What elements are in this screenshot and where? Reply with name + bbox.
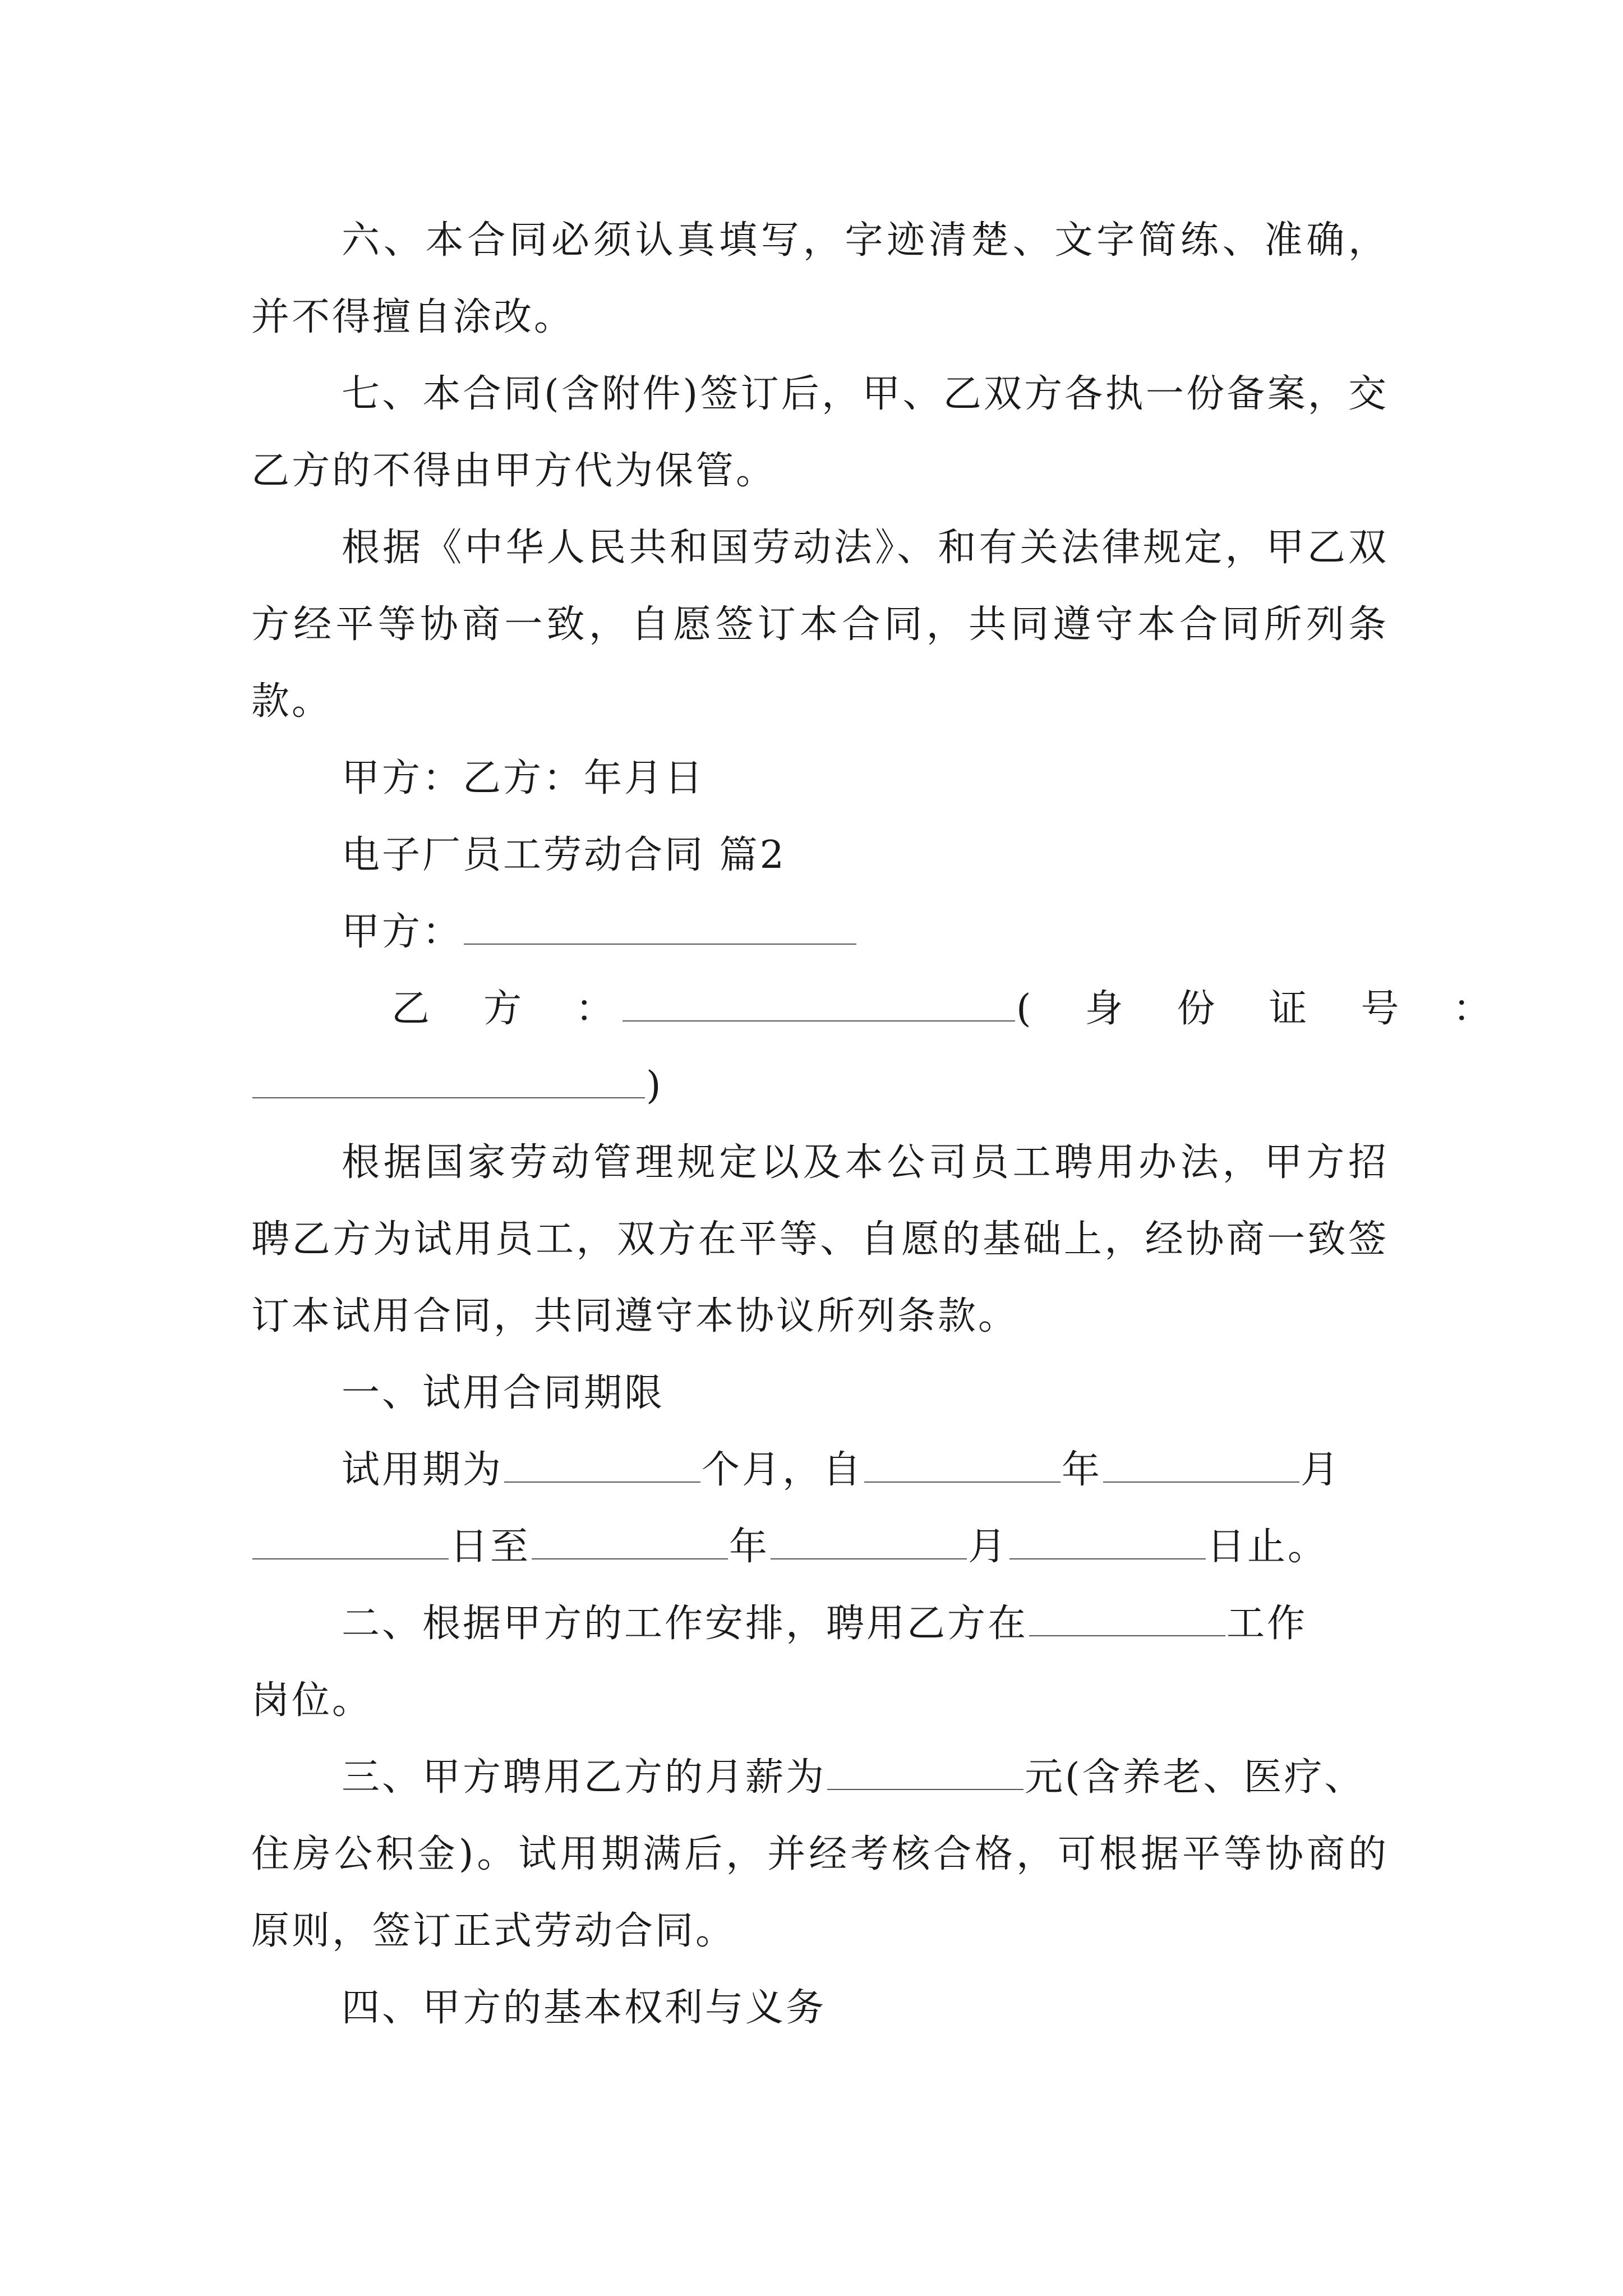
end-month-label: 月 [968, 1525, 1009, 1569]
position-blank [1029, 1600, 1225, 1636]
legal-basis-paragraph: 根据《中华人民共和国劳动法》、和有关法律规定，甲乙双方经平等协商一致，自愿签订本合同，共同遵守本合同所列条款。 [251, 526, 1389, 724]
document-page [251, 202, 1499, 2046]
party-a-line [251, 894, 1389, 970]
party-b-label: 乙 方 ： [391, 987, 622, 1031]
trial-period-line-1 [251, 1432, 1389, 1508]
salary-label: 三、甲方聘用乙方的月薪为 [342, 1755, 827, 1800]
preamble-paragraph: 根据国家劳动管理规定以及本公司员工聘用办法，甲方招聘乙方为试用员工，双方在平等、自愿的基础上，经协商一致签订本试用合同，共同遵守本协议所列条款。 [251, 1140, 1389, 1338]
id-number-line [251, 1047, 1389, 1124]
start-day-blank [252, 1524, 449, 1559]
id-number-blank [252, 1062, 645, 1098]
clause-seven: 七、本合同(含附件)签订后，甲、乙双方各执一份备案，交乙方的不得由甲方代为保管。 [251, 372, 1389, 493]
party-a-blank [464, 909, 856, 945]
id-number-label: ( 身 份 证 号 ： [1016, 987, 1499, 1031]
section-title: 电子厂员工劳动合同 篇2 [342, 833, 786, 877]
months-unit: 个月，自 [702, 1448, 864, 1492]
salary-blank [827, 1754, 1023, 1790]
party-b-line [251, 970, 1499, 1047]
party-b-blank [623, 986, 1015, 1022]
month-label: 月 [1301, 1448, 1341, 1492]
trial-period-label: 试用期为 [342, 1448, 504, 1492]
end-month-blank [771, 1524, 967, 1559]
signature-line: 甲方：乙方：年月日 [342, 756, 706, 800]
clause-one-title: 一、试用合同期限 [342, 1371, 665, 1415]
day-to-label: 日至 [450, 1525, 531, 1569]
work-label: 工作 [1227, 1602, 1308, 1646]
clause-two-line-2: 岗位。 [251, 1678, 373, 1723]
start-month-blank [1103, 1447, 1299, 1483]
end-day-blank [1009, 1524, 1206, 1559]
end-year-label: 年 [729, 1525, 770, 1569]
clause-three-line-1 [251, 1739, 1389, 1816]
end-day-label: 日止。 [1207, 1525, 1329, 1569]
trial-period-line-2 [251, 1508, 1389, 1585]
party-a-label: 甲方： [342, 910, 463, 954]
clause-six: 六、本合同必须认真填写，字迹清楚、文字简练、准确，并不得擅自涂改。 [251, 218, 1389, 339]
start-year-blank [864, 1447, 1061, 1483]
clause-two-line-1 [251, 1585, 1389, 1662]
clause-four-title: 四、甲方的基本权利与义务 [342, 1986, 827, 2030]
id-close: ) [646, 1064, 663, 1108]
salary-unit: 元(含养老、医疗、 [1025, 1755, 1365, 1800]
clause-two-text: 二、根据甲方的工作安排，聘用乙方在 [342, 1602, 1029, 1646]
year-label: 年 [1062, 1448, 1103, 1492]
clause-three-continued: 住房公积金)。试用期满后，并经考核合格，可根据平等协商的原则，签订正式劳动合同。 [251, 1832, 1389, 1953]
months-blank [504, 1447, 700, 1483]
end-year-blank [532, 1524, 728, 1559]
